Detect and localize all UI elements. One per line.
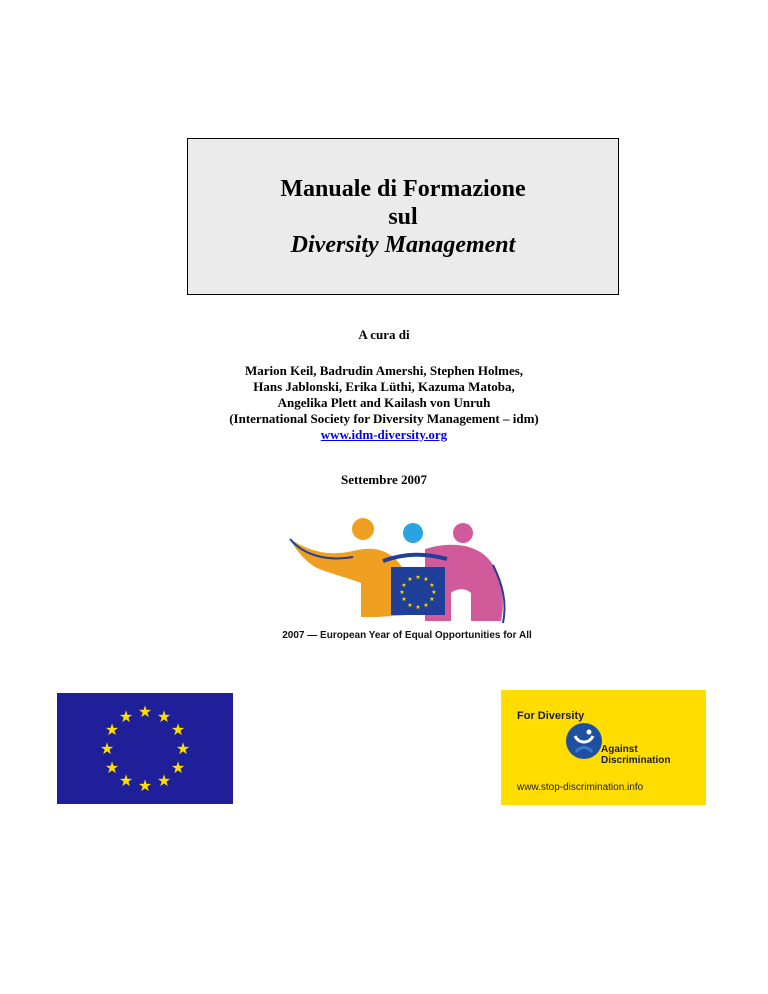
publication-date: Settembre 2007 (340, 472, 428, 487)
svg-text:★: ★ (415, 604, 421, 611)
svg-text:★: ★ (99, 739, 115, 758)
svg-text:★: ★ (399, 589, 405, 596)
svg-text:★: ★ (401, 596, 407, 603)
title-line-3: Diversity Management (290, 231, 516, 258)
orange-figure-icon (290, 539, 407, 617)
orange-head-icon (352, 518, 374, 540)
svg-text:★: ★ (170, 720, 186, 739)
authors-line-3: Angelika Plett and Kailash von Unruh (277, 395, 491, 410)
equal-opportunities-logo (275, 517, 535, 645)
svg-text:★: ★ (118, 707, 134, 726)
blue-head-icon (403, 523, 423, 543)
authors-block (0, 363, 768, 443)
svg-text:★: ★ (429, 596, 435, 603)
for-diversity-text: For Diversity (517, 710, 585, 722)
authors-line-4: (International Society for Diversity Management – idm) (229, 411, 539, 426)
svg-text:★: ★ (156, 771, 172, 790)
website-link[interactable]: www.idm-diversity.org (320, 427, 448, 442)
stop-discrimination-url: www.stop-discrimination.info (517, 782, 644, 793)
svg-text:★: ★ (137, 702, 153, 721)
svg-text:★: ★ (407, 602, 413, 609)
authors-line-2: Hans Jablonski, Erika Lüthi, Kazuma Matoba, (253, 379, 515, 394)
title-line-1: Manuale di Formazione (280, 175, 526, 202)
svg-text:★: ★ (156, 707, 172, 726)
svg-text:★: ★ (170, 758, 186, 777)
svg-text:★: ★ (137, 776, 153, 795)
curated-by-label: A cura di (358, 327, 410, 342)
svg-text:★: ★ (415, 574, 421, 581)
title-box (187, 138, 619, 295)
svg-text:★: ★ (118, 771, 134, 790)
svg-text:★: ★ (407, 576, 413, 583)
svg-text:★: ★ (423, 576, 429, 583)
svg-text:★: ★ (175, 739, 191, 758)
smiley-face-icon (565, 722, 603, 760)
svg-text:★: ★ (401, 582, 407, 589)
against-discrimination-text: Against Discrimination (601, 744, 671, 766)
svg-text:★: ★ (104, 758, 120, 777)
svg-text:★: ★ (431, 589, 437, 596)
svg-text:★: ★ (104, 720, 120, 739)
stop-discrimination-logo (501, 690, 706, 805)
title-line-2: sul (388, 203, 418, 230)
equal-opportunities-caption: 2007 — European Year of Equal Opportunities for All (282, 630, 532, 641)
authors-line-1: Marion Keil, Badrudin Amershi, Stephen Holmes, (244, 363, 524, 378)
eu-flag-icon (57, 693, 233, 804)
svg-text:★: ★ (429, 582, 435, 589)
svg-text:★: ★ (423, 602, 429, 609)
pink-head-icon (453, 523, 473, 543)
